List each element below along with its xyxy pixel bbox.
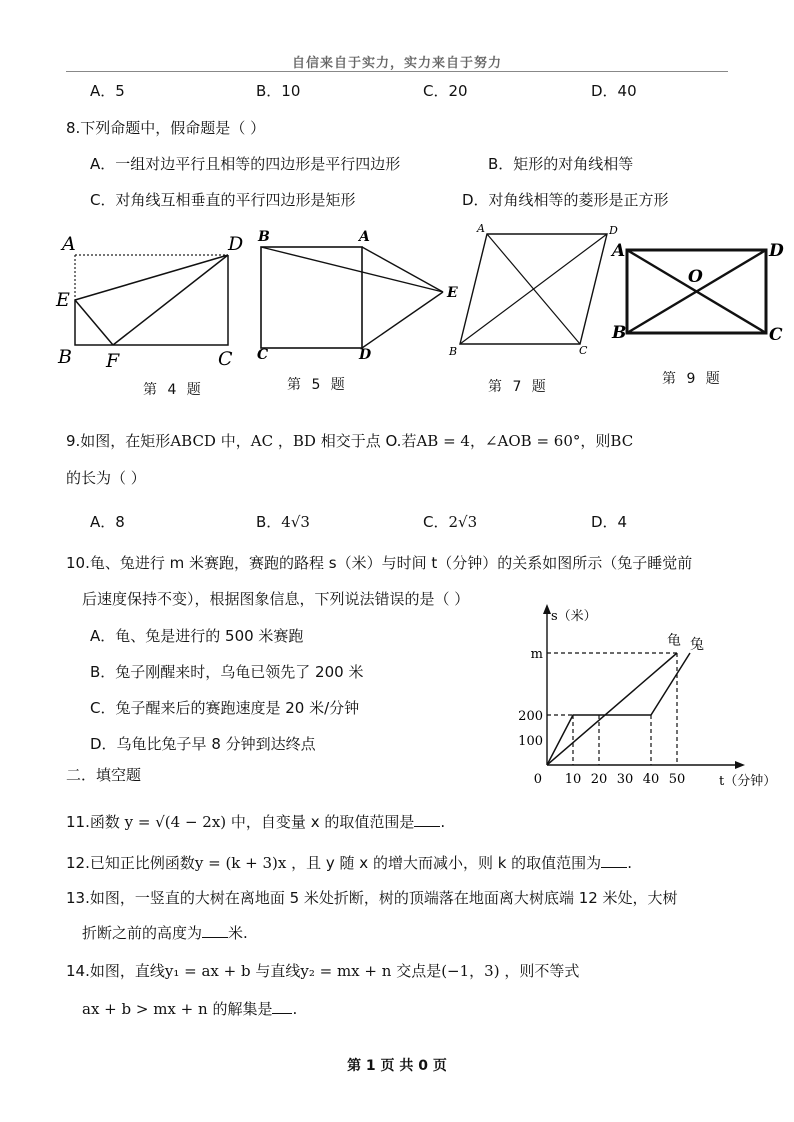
figure-9 <box>612 230 792 360</box>
y-axis-label: s（米） <box>551 609 597 624</box>
q8-option-a: A．一组对边平行且相等的四边形是平行四边形 <box>90 155 401 173</box>
q9-text-3: ， <box>277 432 293 450</box>
q14-text-5: 的解集是 <box>212 1000 273 1018</box>
fig7-label-d: D <box>609 224 618 237</box>
header-rule <box>66 71 728 72</box>
fig4-label-c: C <box>218 348 233 370</box>
q14-line1 <box>66 960 579 981</box>
x-tick-label-20: 20 <box>590 772 608 787</box>
q10-option-b: B．兔子刚醒来时，乌龟已领先了 200 米 <box>90 663 364 681</box>
q10-option-a: A．龟、兔是进行的 500 米赛跑 <box>90 627 304 645</box>
fig4-label-f: F <box>106 350 120 372</box>
fig5-label-a: A <box>359 229 370 245</box>
q9-text-5: ， <box>469 432 485 450</box>
q8-stem: 8.下列命题中，假命题是（ ） <box>66 119 266 137</box>
q14-answer-blank[interactable] <box>272 999 292 1014</box>
q9-text-6: ，则 <box>580 432 611 450</box>
q12 <box>66 852 632 873</box>
q14-line2 <box>82 998 297 1019</box>
fig9-caption: 第 9 题 <box>662 371 723 387</box>
x-axis-arrow <box>735 761 745 769</box>
fig9-label-o: O <box>688 267 703 287</box>
y-tick-label-100: 100 <box>518 734 543 749</box>
q9-option-b-prefix: B． <box>256 513 282 531</box>
q14-text-6: . <box>292 1000 298 1018</box>
q11-text-3: . <box>440 813 446 831</box>
q9-math-abcd: ABCD <box>170 432 216 450</box>
page-footer: 第 1 页 共 0 页 <box>347 1058 447 1074</box>
q14-text-2: 与直线 <box>255 962 301 980</box>
x-tick-label-40: 40 <box>642 772 660 787</box>
q9-option-b <box>256 511 310 532</box>
q11-text-2: 中，自变量 x 的取值范围是 <box>230 813 415 831</box>
fig9-label-a: A <box>612 241 626 261</box>
fig5-label-c: C <box>257 347 269 363</box>
q8-option-b: B．矩形的对角线相等 <box>488 155 634 173</box>
x-tick-label-50: 50 <box>668 772 686 787</box>
q9-option-b-math: 4√3 <box>281 513 310 531</box>
fig5-label-e: E <box>447 285 458 301</box>
fig7-label-b: B <box>449 345 458 358</box>
q9-math-ac: AC <box>250 432 274 450</box>
q12-text-1: 12.已知正比例函数 <box>66 854 195 872</box>
q13-text-2: 米. <box>228 924 248 942</box>
q9-math-bc: BC <box>610 432 634 450</box>
q9-option-c <box>423 511 477 532</box>
q9-math-angle: ∠AOB = 60° <box>484 432 581 450</box>
x-tick-label-10: 10 <box>564 772 582 787</box>
q9-option-c-prefix: C． <box>423 513 449 531</box>
q7-option-c: C．20 <box>423 82 468 100</box>
q10-line2: 后速度保持不变），根据图象信息，下列说法错误的是（ ） <box>82 590 470 608</box>
q11-math: y = √(4 − 2x) <box>124 813 227 831</box>
fig4-label-e: E <box>56 289 70 311</box>
q7-option-a: A．5 <box>90 82 125 100</box>
series-line-turtle <box>547 653 677 765</box>
q13-answer-blank[interactable] <box>202 923 228 938</box>
x-axis-label: t（分钟） <box>719 774 777 789</box>
q14-math-inequality: ax + b > mx + n <box>82 1000 208 1018</box>
y-tick-label-m: m <box>530 647 543 662</box>
q12-text-3: . <box>627 854 632 872</box>
series-label-rabbit: 兔 <box>690 637 704 653</box>
fig9-label-d: D <box>769 241 784 261</box>
q11 <box>66 811 445 832</box>
q7-option-d: D．40 <box>591 82 637 100</box>
q14-math-point: (−1，3) <box>441 962 500 980</box>
fig5-label-b: B <box>258 229 270 245</box>
q12-text-2: ，且 y 随 x 的增大而减小，则 k 的取值范围为 <box>291 854 602 872</box>
race-chart <box>518 600 780 789</box>
q12-answer-blank[interactable] <box>601 853 627 868</box>
fig9-label-b: B <box>612 323 627 343</box>
q9-option-d: D．4 <box>591 513 628 531</box>
q13-line2 <box>82 922 248 943</box>
fig5-caption: 第 5 题 <box>287 377 348 393</box>
q10-option-c: C．兔子醒来后的赛跑速度是 20 米/分钟 <box>90 699 360 717</box>
x-tick-label-30: 30 <box>616 772 634 787</box>
x-tick-label-0: 0 <box>533 772 542 787</box>
q14-text-3: 交点是 <box>396 962 442 980</box>
q9-option-c-math: 2√3 <box>448 513 478 531</box>
q14-math-y1: y₁ = ax + b <box>164 962 251 980</box>
q9-math-ab: AB = 4 <box>416 432 470 450</box>
q12-math: y = (k + 3)x <box>194 854 287 872</box>
q8-option-d: D．对角线相等的菱形是正方形 <box>462 191 669 209</box>
q9-line2: 的长为（ ） <box>66 469 146 487</box>
q9-text-1: 9.如图，在矩形 <box>66 432 171 450</box>
q9-text-4: 相交于点 O.若 <box>320 432 417 450</box>
fig9-label-c: C <box>769 325 783 345</box>
fig4-label-d: D <box>228 233 244 255</box>
figure-7 <box>449 220 625 370</box>
header-slogan: 自信来自于实力，实力来自于努力 <box>291 56 502 71</box>
q14-math-y2: y₂ = mx + n <box>300 962 392 980</box>
q11-text-1: 11.函数 <box>66 813 120 831</box>
fig4-caption: 第 4 题 <box>143 382 204 398</box>
q14-text-4: ，则不等式 <box>504 962 580 980</box>
q8-option-c: C．对角线互相垂直的平行四边形是矩形 <box>90 191 356 209</box>
section-title: 二．填空题 <box>66 766 142 784</box>
q9-stem <box>66 430 633 451</box>
q11-answer-blank[interactable] <box>414 812 440 827</box>
q14-text-1: 14.如图，直线 <box>66 962 165 980</box>
fig4-label-a: A <box>62 233 76 255</box>
fig7-label-c: C <box>579 344 588 357</box>
q9-text-2: 中， <box>220 432 251 450</box>
q10-option-d: D．乌龟比兔子早 8 分钟到达终点 <box>90 735 316 753</box>
q9-option-a: A．8 <box>90 513 125 531</box>
q9-math-bd: BD <box>292 432 316 450</box>
y-tick-label-200: 200 <box>518 709 543 724</box>
q13-line1: 13.如图，一竖直的大树在离地面 5 米处折断，树的顶端落在地面离大树底端 12 米处，大树 <box>66 889 678 907</box>
fig7-caption: 第 7 题 <box>488 379 549 395</box>
fig5-label-d: D <box>359 347 372 363</box>
q7-option-b: B．10 <box>256 82 301 100</box>
fig4-label-b: B <box>58 346 72 368</box>
q10-line1: 10.龟、兔进行 m 米赛跑，赛跑的路程 s（米）与时间 t（分钟）的关系如图所示（兔子睡觉前 <box>66 554 693 572</box>
series-line-rabbit <box>547 653 690 765</box>
y-axis-arrow <box>543 604 551 614</box>
series-label-turtle: 龟 <box>667 633 681 649</box>
fig7-label-a: A <box>477 222 485 235</box>
q13-text-1: 折断之前的高度为 <box>82 924 203 942</box>
